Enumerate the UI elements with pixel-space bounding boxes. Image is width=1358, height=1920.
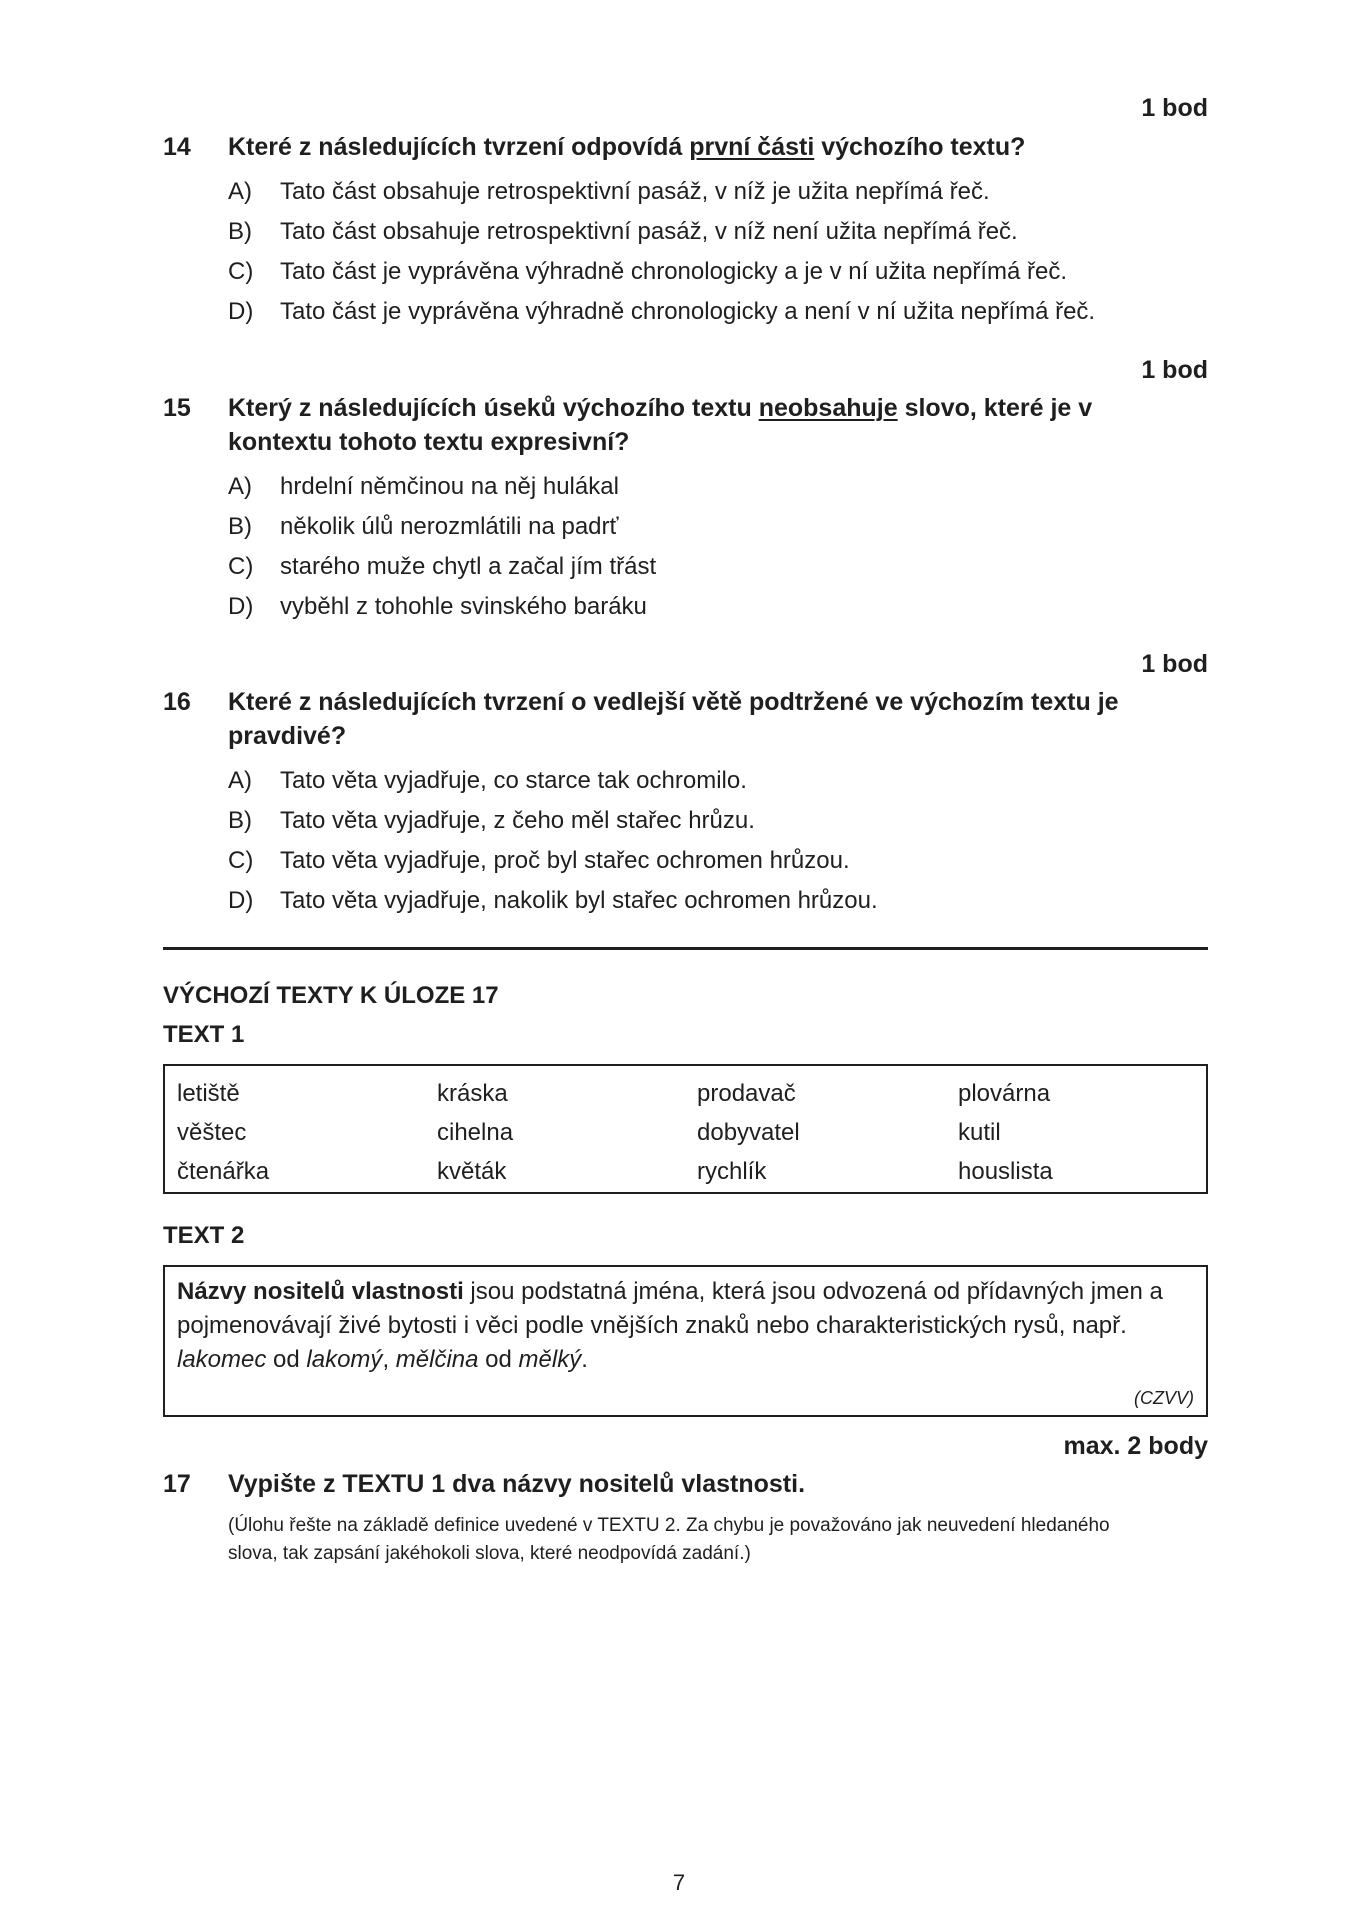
q14-text — [228, 130, 1208, 164]
definition-term: Názvy nositelů vlastnosti — [177, 1278, 464, 1305]
q14-text-part: Které z následujících tvrzení odpovídá — [228, 133, 690, 161]
q15-text — [228, 391, 1123, 459]
section-divider — [163, 947, 1208, 950]
text1-box — [163, 1064, 1208, 1194]
word-item: věštec — [177, 1119, 247, 1146]
text2-part: od — [266, 1346, 307, 1373]
q15-question — [163, 391, 1123, 459]
text2-part: od — [478, 1346, 519, 1373]
q17-text: Vypište z TEXTU 1 dva názvy nositelů vlastnosti. — [228, 1470, 806, 1498]
option-letter: D) — [228, 298, 254, 325]
q17-question — [163, 1467, 1208, 1501]
q14-points: 1 bod — [1141, 94, 1208, 122]
q15-option-d[interactable] — [228, 587, 656, 627]
option-letter: B) — [228, 218, 252, 245]
option-letter: C) — [228, 258, 254, 285]
q16-text: Které z následujících tvrzení o vedlejší větě podtržené ve výchozím textu je pravdivé? — [228, 688, 1119, 750]
word-item: letiště — [177, 1080, 240, 1107]
q15-option-c[interactable] — [228, 547, 656, 587]
q15-underlined: neobsahuje — [758, 394, 898, 422]
q14-option-b[interactable] — [228, 212, 1095, 252]
q16-points: 1 bod — [1141, 650, 1208, 678]
word-item: cihelna — [437, 1119, 514, 1146]
q14-text-part: výchozího textu? — [814, 133, 1026, 161]
q16-option-c[interactable] — [228, 841, 878, 881]
q14-number: 14 — [163, 133, 191, 161]
option-text: Tato část je vyprávěna výhradně chronologicky a není v ní užita nepřímá řeč. — [280, 298, 1096, 325]
option-text: Tato věta vyjadřuje, co starce tak ochromilo. — [280, 767, 747, 794]
option-letter: B) — [228, 807, 252, 834]
option-text: Tato věta vyjadřuje, nakolik byl stařec ochromen hrůzou. — [280, 887, 878, 914]
text2-paragraph — [177, 1275, 1190, 1377]
q16-question — [163, 685, 1208, 753]
word-item: květák — [437, 1158, 507, 1185]
example-word: lakomý — [306, 1346, 383, 1373]
q17-number: 17 — [163, 1470, 191, 1498]
q16-option-d[interactable] — [228, 881, 878, 921]
q17-points: max. 2 body — [1063, 1432, 1208, 1460]
text2-part: , — [382, 1346, 396, 1373]
q14-option-d[interactable] — [228, 292, 1095, 332]
option-letter: A) — [228, 473, 252, 500]
option-letter: A) — [228, 767, 252, 794]
q15-option-b[interactable] — [228, 507, 656, 547]
q16-option-a[interactable] — [228, 761, 878, 801]
q17-note: (Úlohu řešte na základě definice uvedené v TEXTU 2. Za chybu je považováno jak neuvedení hledaného slova, tak zapsání jakéhokoli slova, které neodpovídá zadání.) — [228, 1515, 1110, 1564]
word-item: čtenářka — [177, 1158, 270, 1185]
option-letter: D) — [228, 887, 254, 914]
q15-text-part: slovo, které je v kontextu tohoto textu expresivní? — [228, 394, 1093, 456]
option-text: Tato věta vyjadřuje, z čeho měl stařec hrůzu. — [280, 807, 755, 834]
q14-question — [163, 130, 1208, 164]
option-letter: D) — [228, 593, 254, 620]
text2-part: . — [581, 1346, 588, 1373]
option-letter: B) — [228, 513, 252, 540]
q16-options — [228, 761, 878, 921]
q14-option-a[interactable] — [228, 172, 1095, 212]
option-text: hrdelní němčinou na něj hulákal — [280, 473, 619, 500]
text1-label: TEXT 1 — [163, 1021, 245, 1048]
text2-label: TEXT 2 — [163, 1222, 245, 1249]
q15-option-a[interactable] — [228, 467, 656, 507]
q15-number: 15 — [163, 394, 191, 422]
text2-source: (CZVV) — [1134, 1388, 1194, 1408]
example-word: mělký — [518, 1346, 582, 1373]
option-text: Tato část obsahuje retrospektivní pasáž, v níž není užita nepřímá řeč. — [280, 218, 1018, 245]
text1-word-grid — [177, 1074, 1194, 1191]
option-text: starého muže chytl a začal jím třást — [280, 553, 657, 580]
option-text: několik úlů nerozmlátili na padrť — [280, 513, 619, 540]
example-word: mělčina — [395, 1346, 479, 1373]
text2-box — [163, 1265, 1208, 1417]
q14-options — [228, 172, 1095, 332]
option-text: Tato část obsahuje retrospektivní pasáž, v níž je užita nepřímá řeč. — [280, 178, 990, 205]
q14-option-c[interactable] — [228, 252, 1095, 292]
q15-points: 1 bod — [1141, 356, 1208, 384]
word-item: kutil — [958, 1119, 1001, 1146]
option-text: Tato část je vyprávěna výhradně chronologicky a je v ní užita nepřímá řeč. — [280, 258, 1068, 285]
word-item: prodavač — [697, 1080, 796, 1107]
option-text: vyběhl z tohohle svinského baráku — [280, 593, 647, 620]
q15-text-part: Který z následujících úseků výchozího textu — [228, 394, 759, 422]
example-word: lakomec — [177, 1346, 267, 1373]
option-letter: C) — [228, 847, 254, 874]
page-number: 7 — [672, 1870, 686, 1895]
option-letter: A) — [228, 178, 252, 205]
option-text: Tato věta vyjadřuje, proč byl stařec ochromen hrůzou. — [280, 847, 850, 874]
word-item: dobyvatel — [697, 1119, 800, 1146]
text2-part: jsou podstatná jména, která jsou odvozená od přídavných jmen a pojmenovávají živé bytosti i věci podle vnějších znaků nebo charakteristických rysů, např. — [177, 1278, 1163, 1339]
section-title: VÝCHOZÍ TEXTY K ÚLOZE 17 — [163, 982, 499, 1009]
option-letter: C) — [228, 553, 254, 580]
q15-options — [228, 467, 656, 627]
word-item: houslista — [958, 1158, 1053, 1185]
word-item: kráska — [437, 1080, 508, 1107]
q16-number: 16 — [163, 688, 191, 716]
word-item: plovárna — [958, 1080, 1051, 1107]
word-item: rychlík — [697, 1158, 767, 1185]
q16-option-b[interactable] — [228, 801, 878, 841]
q14-underlined: první části — [689, 133, 815, 161]
